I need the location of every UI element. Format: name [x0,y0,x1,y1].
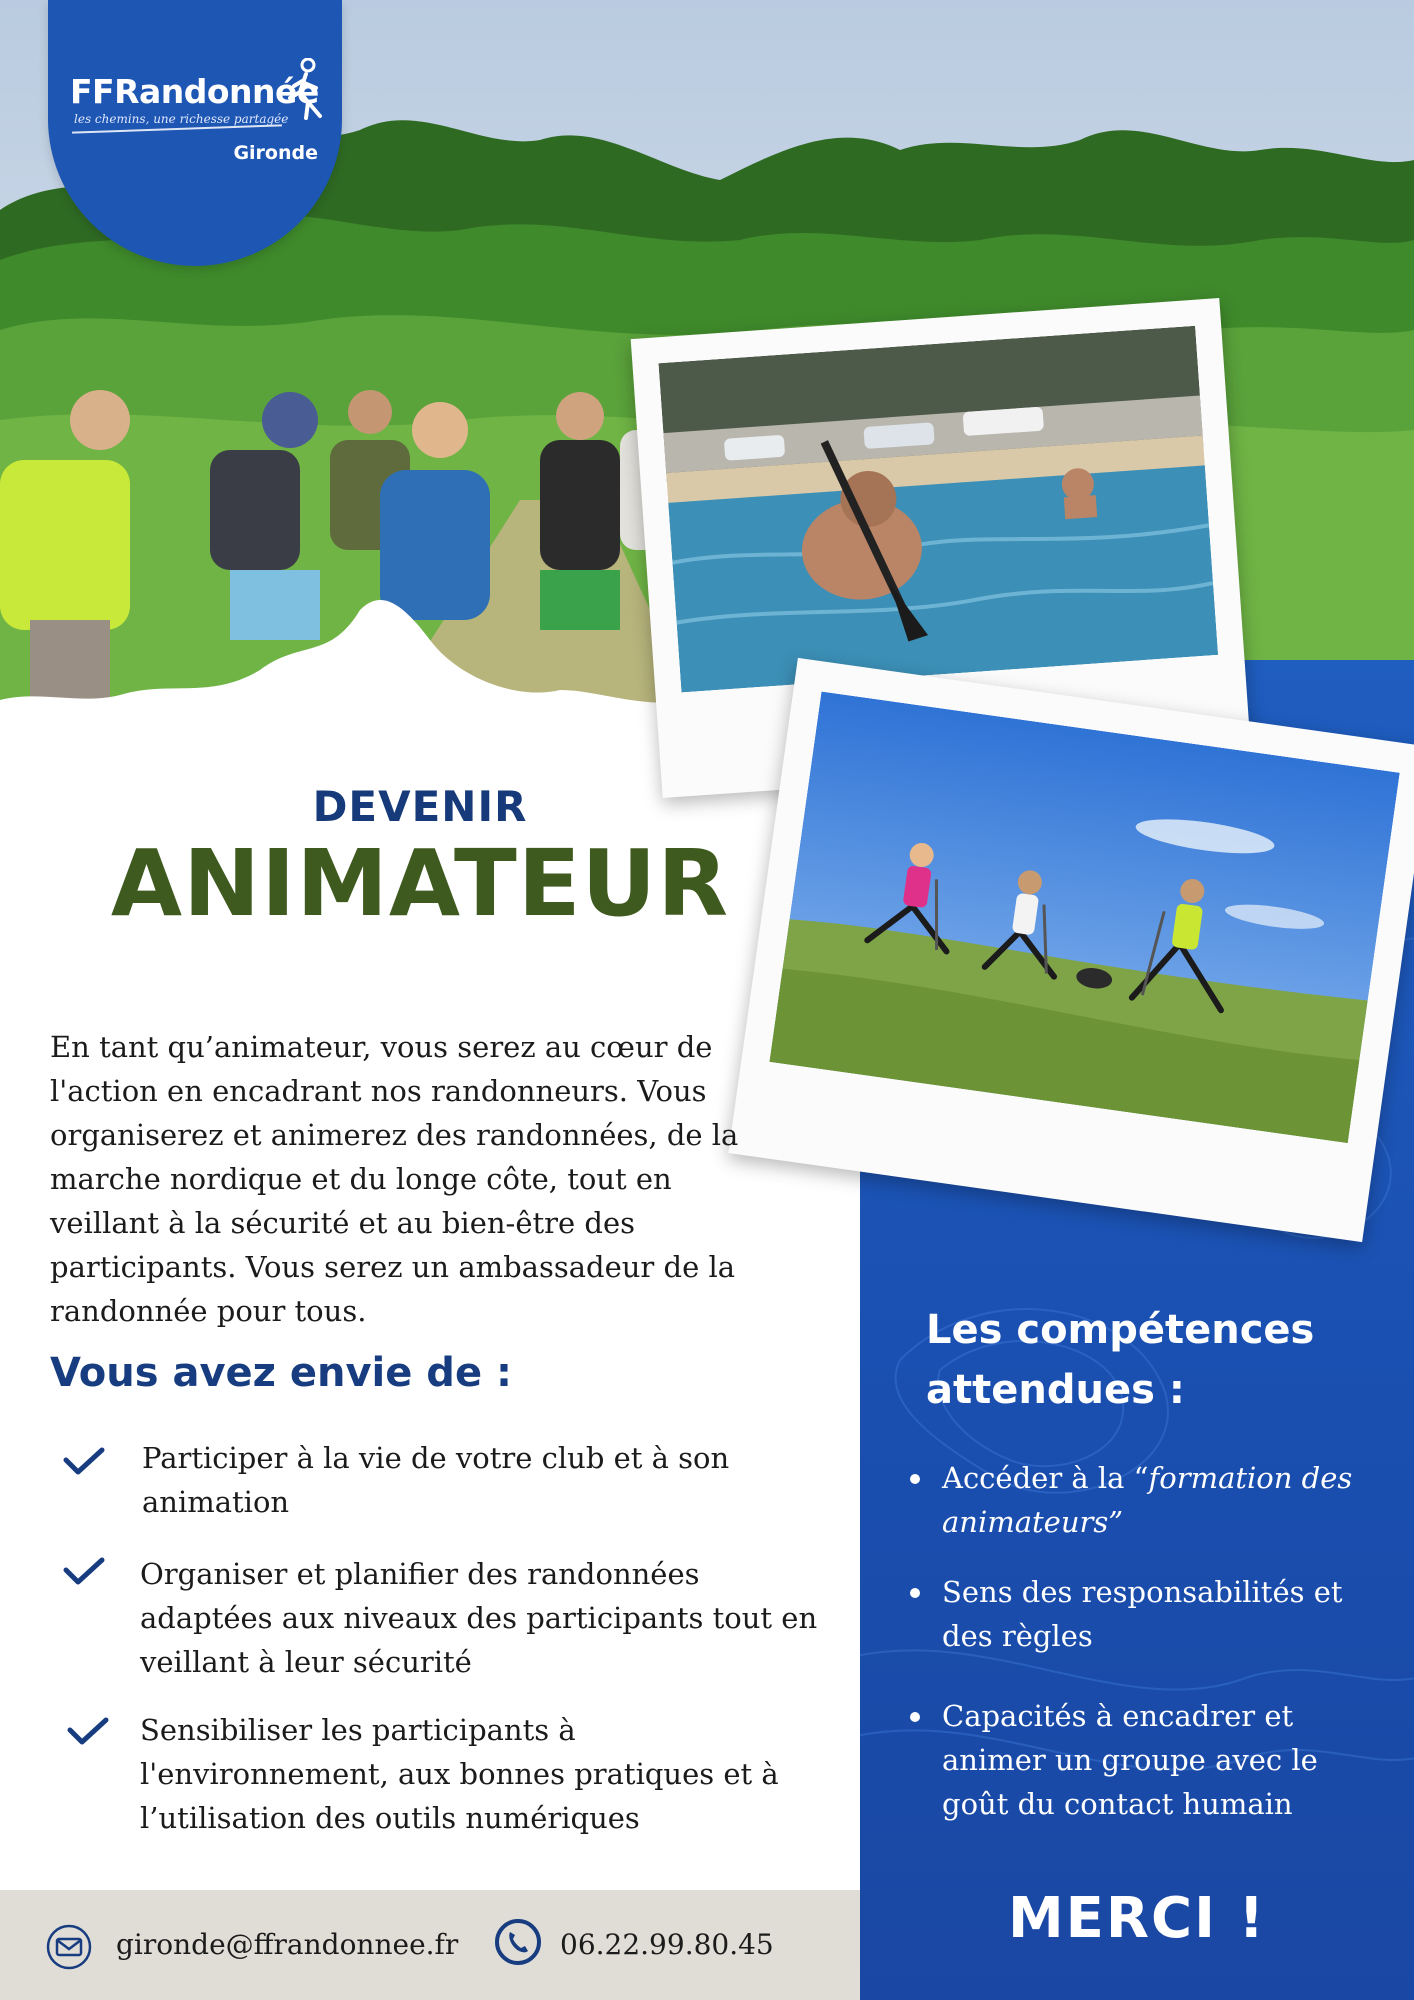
intro-paragraph: En tant qu’animateur, vous serez au cœur de l'action en encadrant nos randonneurs. Vous organiserez et animerez des randonnées, de la marche nordique et du longe côte, tout en veillant à la sécurité et au bien-être des participants. Vous serez un ambassadeur de la randonnée pour tous. [50,1030,739,1328]
skill-item-1 [942,1456,1372,1544]
skills-title: Les compétences attendues : [926,1307,1315,1413]
walker-icon [286,58,326,120]
mail-icon[interactable] [46,1924,92,1970]
contact-email[interactable]: gironde@ffrandonnee.fr [116,1928,459,1961]
skill-item-3: Capacités à encadrer et animer un groupe avec le goût du contact humain [942,1699,1318,1821]
headline-kicker: DEVENIR [312,782,528,831]
logo-region: Gironde [233,142,318,164]
bullet-icon [910,1474,920,1484]
photo-longe-cote [658,326,1218,693]
bullet-icon [910,1588,920,1598]
headline-title: ANIMATEUR [110,830,730,937]
photo-marche-nordique [769,692,1399,1144]
skill-item-2: Sens des responsabilités et des règles [942,1575,1343,1653]
logo-wordmark: FFRandonnée [70,72,319,111]
logo-tagline: les chemins, une richesse partagée [74,112,289,126]
wishes-title: Vous avez envie de : [50,1350,512,1396]
checkmark-icon [66,1716,110,1746]
checkmark-icon [62,1446,106,1476]
skill-item-1-text: Accéder à la “ [942,1461,1149,1495]
wish-item-1: Participer à la vie de votre club et à son animation [142,1441,730,1519]
wish-item-3: Sensibiliser les participants à l'environnement, aux bonnes pratiques et à l’utilisation des outils numériques [140,1713,779,1835]
wish-item-2: Organiser et planifier des randonnées adaptées aux niveaux des participants tout en veillant à leur sécurité [140,1557,818,1679]
photo-frame-marche-nordique [728,658,1414,1242]
contact-phone[interactable]: 06.22.99.80.45 [560,1928,774,1961]
thanks-text: MERCI ! [1007,1886,1267,1951]
skill-item-1-end: ” [1108,1505,1124,1539]
checkmark-icon [62,1556,106,1586]
bullet-icon [910,1712,920,1722]
skill-item-1-italic: formation des animateurs [942,1461,1353,1539]
phone-icon[interactable] [494,1918,542,1966]
